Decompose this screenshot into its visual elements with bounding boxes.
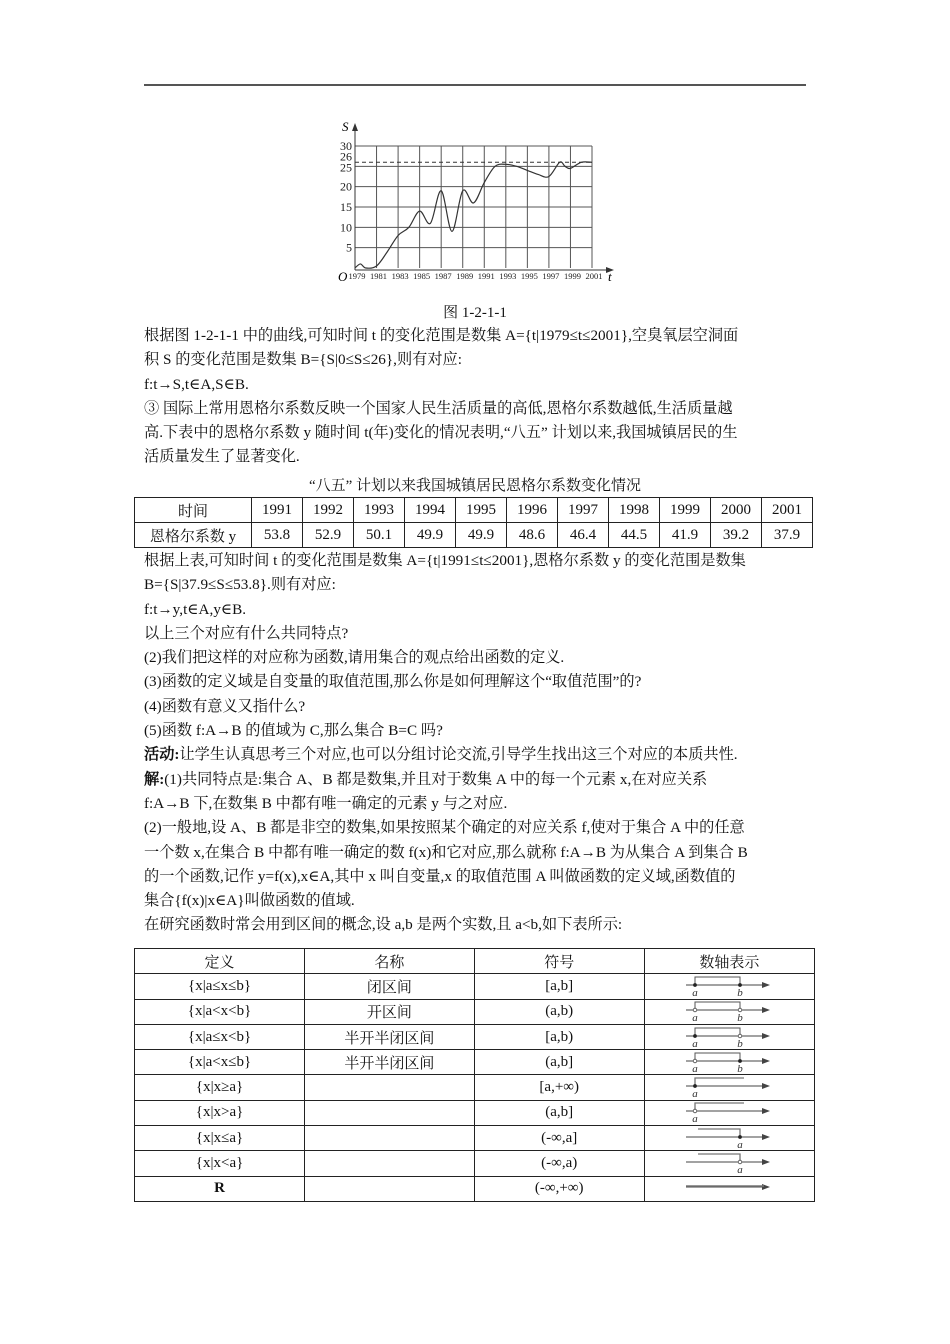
interval-def-cell: {x|x>a}: [135, 1100, 305, 1125]
svg-text:1999: 1999: [563, 271, 581, 281]
row-header: 时间: [135, 498, 252, 523]
svg-text:a: a: [692, 1062, 699, 1074]
year-cell: 2000: [711, 498, 762, 523]
svg-text:1989: 1989: [456, 271, 474, 281]
number-line-icon: [684, 1026, 774, 1049]
ozone-hole-area-chart: [330, 115, 620, 285]
year-cell: 1994: [405, 498, 456, 523]
table-row: [135, 1050, 815, 1075]
interval-table: [134, 948, 815, 1202]
interval-symbol-cell: (a,b]: [474, 1100, 644, 1125]
number-line-icon: [684, 1101, 774, 1124]
svg-text:1993: 1993: [499, 271, 517, 281]
interval-name-cell: [305, 1100, 475, 1125]
interval-axis-cell: [644, 1100, 814, 1125]
figure-caption: 图 1-2-1-1: [443, 305, 507, 321]
column-header: 符号: [474, 949, 644, 974]
svg-text:b: b: [737, 1062, 744, 1074]
x-axis-label: t: [608, 269, 612, 284]
interval-name-cell: [305, 1151, 475, 1176]
interval-symbol-cell: (a,b): [474, 999, 644, 1024]
activity-text: 让学生认真思考三个对应,也可以分组讨论交流,引导学生找出这三个对应的本质共性.: [179, 746, 738, 764]
interval-def-cell: {x|a<x≤b}: [135, 1050, 305, 1075]
value-cell: 49.9: [405, 523, 456, 548]
table-row: [135, 1100, 815, 1125]
interval-symbol-cell: [a,b): [474, 1024, 644, 1049]
interval-axis-cell: [644, 974, 814, 999]
activity-line: [144, 743, 810, 767]
value-cell: 46.4: [558, 523, 609, 548]
interval-name-cell: 半开半闭区间: [305, 1024, 475, 1049]
text-line: 在研究函数时常会用到区间的概念,设 a,b 是两个实数,且 a<b,如下表所示:: [144, 916, 623, 934]
table-row: [135, 498, 813, 523]
question: (2)我们把这样的对应称为函数,请用集合的观点给出函数的定义.: [144, 649, 565, 667]
svg-text:25: 25: [340, 160, 352, 175]
text-line: 高.下表中的恩格尔系数 y 随时间 t(年)变化的情况表明,“八五” 计划以来,我国城镇居民的生: [144, 424, 738, 442]
text-line: 集合{f(x)|x∈A}叫做函数的值域.: [144, 892, 355, 910]
question: (4)函数有意义又指什么?: [144, 697, 306, 715]
value-cell: 37.9: [762, 523, 813, 548]
table-row: [135, 523, 813, 548]
svg-text:26: 26: [340, 149, 352, 164]
svg-text:20: 20: [340, 179, 352, 194]
interval-axis-cell: [644, 1075, 814, 1100]
interval-def-cell: {x|a≤x≤b}: [135, 974, 305, 999]
text-line: f:A→B 下,在数集 B 中都有唯一确定的元素 y 与之对应.: [144, 794, 508, 812]
svg-text:1985: 1985: [413, 271, 431, 281]
svg-text:b: b: [737, 1012, 744, 1024]
interval-axis-cell: [644, 1024, 814, 1049]
value-cell: 48.6: [507, 523, 558, 548]
svg-text:a: a: [692, 986, 699, 998]
interval-name-cell: [305, 1176, 475, 1201]
interval-symbol-cell: (-∞,+∞): [474, 1176, 644, 1201]
table1-title: “八五” 计划以来我国城镇居民恩格尔系数变化情况: [308, 478, 642, 494]
year-cell: 1999: [660, 498, 711, 523]
interval-def-cell: {x|x<a}: [135, 1151, 305, 1176]
interval-axis-cell: [644, 1176, 814, 1201]
answer-line: [144, 768, 810, 792]
y-axis-label: S: [342, 119, 349, 134]
year-cell: 1998: [609, 498, 660, 523]
svg-text:1987: 1987: [434, 271, 452, 281]
svg-text:5: 5: [346, 240, 352, 255]
svg-text:a: a: [692, 1088, 699, 1100]
text-line: B={S|37.9≤S≤53.8}.则有对应:: [144, 576, 336, 594]
paragraph-ozone: [144, 324, 810, 470]
interval-axis-cell: [644, 1151, 814, 1176]
table-row: [135, 999, 815, 1024]
year-cell: 1993: [354, 498, 405, 523]
table-row: [135, 1176, 815, 1201]
row-header: 恩格尔系数 y: [135, 523, 252, 548]
interval-symbol-cell: [a,+∞): [474, 1075, 644, 1100]
answer-text: (1)共同特点是:集合 A、B 都是数集,并且对于数集 A 中的每一个元素 x,在对应关系: [164, 770, 708, 788]
interval-def-cell: {x|x≥a}: [135, 1075, 305, 1100]
svg-text:30: 30: [340, 139, 352, 153]
number-line-icon: [684, 1177, 774, 1200]
year-cell: 1991: [252, 498, 303, 523]
svg-text:1981: 1981: [370, 271, 388, 281]
svg-text:a: a: [737, 1164, 744, 1176]
origin-label: O: [338, 269, 348, 284]
table-row: [135, 1075, 815, 1100]
question: (3)函数的定义域是自变量的取值范围,那么你是如何理解这个“取值范围”的?: [144, 673, 642, 691]
table-row: [135, 1151, 815, 1176]
svg-text:1991: 1991: [477, 271, 495, 281]
svg-text:2001: 2001: [585, 271, 603, 281]
svg-text:1995: 1995: [520, 271, 538, 281]
number-line-icon: [684, 1076, 774, 1099]
paragraph-questions: [144, 549, 810, 938]
text-line: 根据上表,可知时间 t 的变化范围是数集 A={t|1991≤t≤2001},恩格尔系数 y 的变化范围是数集: [144, 552, 746, 569]
header-rule: [144, 84, 806, 86]
interval-symbol-cell: [a,b]: [474, 974, 644, 999]
text-line: ③ 国际上常用恩格尔系数反映一个国家人民生活质量的高低,恩格尔系数越低,生活质量越: [144, 399, 733, 417]
interval-axis-cell: [644, 1126, 814, 1151]
column-header: 数轴表示: [644, 949, 814, 974]
question: (5)函数 f:A→B 的值域为 C,那么集合 B=C 吗?: [144, 722, 443, 740]
value-cell: 44.5: [609, 523, 660, 548]
table-row: [135, 1126, 815, 1151]
interval-def-cell: {x|x≤a}: [135, 1126, 305, 1151]
svg-text:a: a: [692, 1113, 699, 1125]
interval-name-cell: [305, 1075, 475, 1100]
number-line-icon: [684, 975, 774, 998]
svg-text:1983: 1983: [391, 271, 409, 281]
interval-axis-cell: [644, 999, 814, 1024]
svg-text:1997: 1997: [542, 271, 560, 281]
number-line-icon: [684, 1127, 774, 1150]
interval-def-cell: {x|a≤x<b}: [135, 1024, 305, 1049]
number-line-icon: [684, 1051, 774, 1074]
interval-name-cell: 开区间: [305, 999, 475, 1024]
interval-symbol-cell: (-∞,a]: [474, 1126, 644, 1151]
interval-name-cell: 半开半闭区间: [305, 1050, 475, 1075]
value-cell: 41.9: [660, 523, 711, 548]
table-row: [135, 974, 815, 999]
column-header: 名称: [305, 949, 475, 974]
interval-symbol-cell: (a,b]: [474, 1050, 644, 1075]
svg-text:b: b: [737, 1037, 744, 1049]
interval-symbol-cell: (-∞,a): [474, 1151, 644, 1176]
value-cell: 49.9: [456, 523, 507, 548]
year-cell: 2001: [762, 498, 813, 523]
answer-label: 解:: [144, 770, 165, 788]
engel-coefficient-table: [134, 497, 813, 548]
interval-def-cell: R: [135, 1176, 305, 1201]
text-line: 的一个函数,记作 y=f(x),x∈A,其中 x 叫自变量,x 的取值范围 A 叫做函数的定义域,函数值的: [144, 867, 736, 885]
number-line-icon: [684, 1152, 774, 1175]
text-line: (2)一般地,设 A、B 都是非空的数集,如果按照某个确定的对应关系 f,使对于集合 A 中的任意: [144, 819, 745, 837]
number-line-icon: [684, 1000, 774, 1023]
activity-label: 活动:: [144, 746, 180, 764]
svg-text:a: a: [737, 1138, 744, 1150]
svg-text:15: 15: [340, 200, 352, 214]
year-cell: 1992: [303, 498, 354, 523]
text-line: f:t→y,t∈A,y∈B.: [144, 600, 247, 618]
value-cell: 53.8: [252, 523, 303, 548]
interval-name-cell: [305, 1126, 475, 1151]
svg-text:1979: 1979: [348, 271, 366, 281]
text-line: f:t→S,t∈A,S∈B.: [144, 375, 249, 393]
value-cell: 39.2: [711, 523, 762, 548]
value-cell: 52.9: [303, 523, 354, 548]
text-line: 活质量发生了显著变化.: [144, 448, 300, 466]
text-line: 根据图 1-2-1-1 中的曲线,可知时间 t 的变化范围是数集 A={t|1979≤t≤2001},空臭氧层空洞面: [144, 327, 739, 344]
svg-text:b: b: [737, 986, 744, 998]
interval-name-cell: 闭区间: [305, 974, 475, 999]
table-row: [135, 1024, 815, 1049]
interval-def-cell: {x|a<x<b}: [135, 999, 305, 1024]
year-cell: 1997: [558, 498, 609, 523]
column-header: 定义: [135, 949, 305, 974]
question: 以上三个对应有什么共同特点?: [144, 624, 349, 642]
text-line: 积 S 的变化范围是数集 B={S|0≤S≤26},则有对应:: [144, 351, 462, 369]
year-cell: 1995: [456, 498, 507, 523]
year-cell: 1996: [507, 498, 558, 523]
svg-text:a: a: [692, 1012, 699, 1024]
value-cell: 50.1: [354, 523, 405, 548]
svg-text:a: a: [692, 1037, 699, 1049]
text-line: 一个数 x,在集合 B 中都有唯一确定的数 f(x)和它对应,那么就称 f:A→B 为从集合 A 到集合 B: [144, 843, 748, 861]
table-header-row: [135, 949, 815, 974]
interval-axis-cell: [644, 1050, 814, 1075]
svg-text:10: 10: [340, 220, 352, 235]
